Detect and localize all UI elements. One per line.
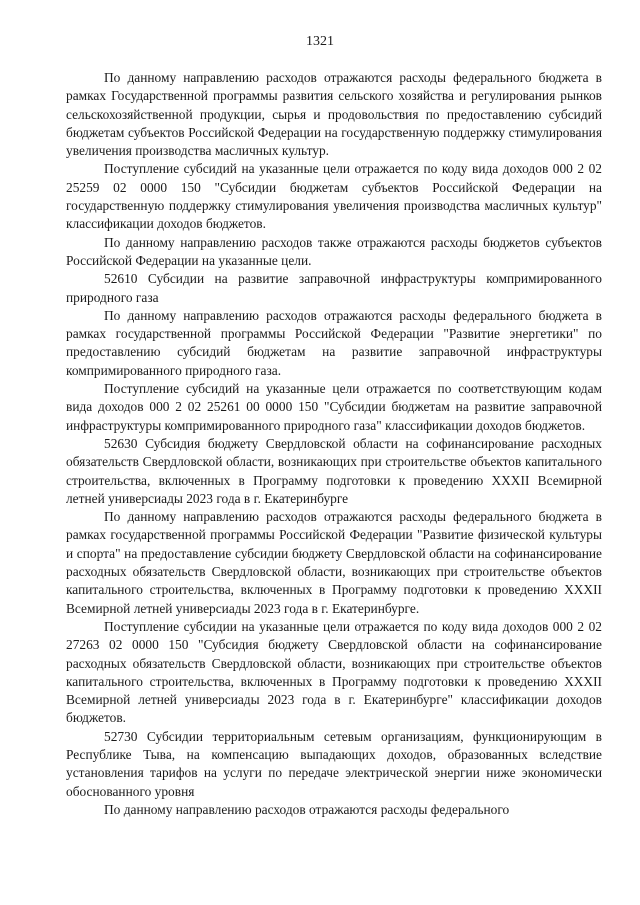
paragraph: Поступление субсидии на указанные цели отражается по коду вида доходов 000 2 02 27263 02 0000 150 "Субсидия бюджету Свердловской области на софинансирование расходных обязательств Свердловской области, возникающих при строительстве объектов капитального строительства, включенных в Программу подготовки к проведению XXXII Всемирной летней универсиады 2023 года в г. Екатеринбурге" классификации доходов бюджетов. bbox=[66, 618, 602, 726]
paragraph: По данному направлению расходов отражаются расходы федерального бюджета в рамках государственной программы Российской Федерации "Развитие физической культуры и спорта" на предоставление субсидии бюджету Свердловской области на софинансирование расходных обязательств Свердловской области, возникающих при строительстве объектов капитального строительства, включенных в Программу подготовки к проведению XXXII Всемирной летней универсиады 2023 года в г. Екатеринбурге. bbox=[66, 509, 602, 616]
paragraph: По данному направлению расходов отражаются расходы федерального bbox=[104, 801, 510, 817]
page-number: 1321 bbox=[306, 34, 334, 49]
paragraph: По данному направлению расходов также отражаются расходы бюджетов субъектов Российской Федерации на указанные цели. bbox=[66, 234, 602, 268]
section-heading: 52730 Субсидии территориальным сетевым организациям, функционирующим в Республике Тыва, на компенсацию выпадающих доходов, образованных вследствие установления тарифов на услуги по передаче электрической энергии ниже экономически обоснованного уровня bbox=[66, 728, 602, 799]
document-body bbox=[66, 69, 602, 819]
paragraph: По данному направлению расходов отражаются расходы федерального бюджета в рамках Государственной программы развития сельского хозяйства и регулирования рынков сельскохозяйственной продукции, сырья и продовольствия по предоставлению субсидий бюджетам субъектов Российской Федерации на государственную поддержку стимулирования увеличения производства масличных культур. bbox=[66, 70, 602, 159]
paragraph: Поступление субсидий на указанные цели отражается по коду вида доходов 000 2 02 25259 02 0000 150 "Субсидии бюджетам субъектов Российской Федерации на государственную поддержку стимулирования увеличения производства масличных культур" классификации доходов бюджетов. bbox=[66, 161, 602, 232]
section-heading: 52610 Субсидии на развитие заправочной инфраструктуры компримированного природного газа bbox=[66, 271, 602, 305]
paragraph: Поступление субсидий на указанные цели отражается по соответствующим кодам вида доходов 000 2 02 25261 00 0000 150 "Субсидии бюджетам на развитие заправочной инфраструктуры компримированного природного газа" классификации доходов бюджетов. bbox=[66, 381, 602, 433]
section-heading: 52630 Субсидия бюджету Свердловской области на софинансирование расходных обязательств Свердловской области, возникающих при строительстве объектов капитального строительства, включенных в Программу подготовки к проведению XXXII Всемирной летней универсиады 2023 года в г. Екатеринбурге bbox=[66, 435, 602, 506]
paragraph: По данному направлению расходов отражаются расходы федерального бюджета в рамках государственной программы Российской Федерации "Развитие энергетики" по предоставлению субсидий бюджетам на развитие заправочной инфраструктуры компримированного природного газа. bbox=[66, 307, 602, 378]
